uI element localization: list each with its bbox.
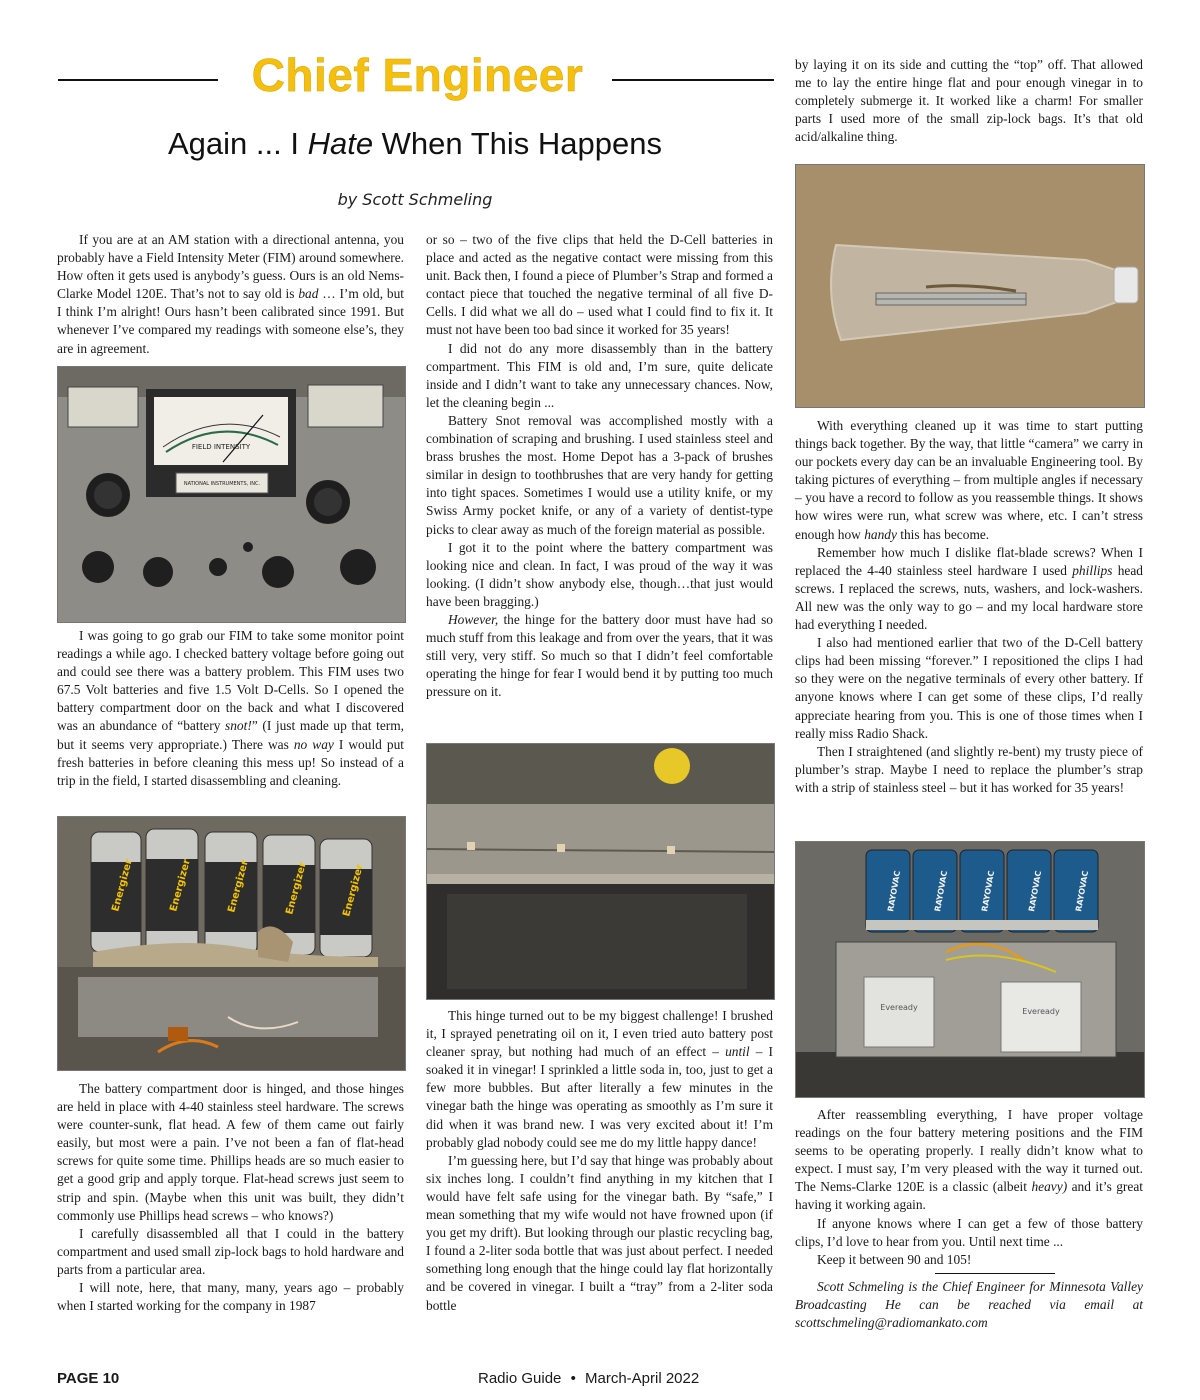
col2-paragraph-5: However, the hinge for the battery door must have had so much stuff from this leakage and from over the years, that it was still very, very stiff. So much so that I didn’t feel comfortable operating the hinge for fear I would bend it by putting too much pressure on it.	[426, 611, 773, 700]
rayovac-brand-5: RAYOVAC	[1074, 870, 1091, 913]
rayovac-brand-4: RAYOVAC	[1027, 870, 1044, 913]
col2-paragraph-4: I got it to the point where the battery compartment was looking nice and clean. In fact, I was proud of the way it was looking. (I didn’t show anybody else, though…that just would have been bragging.)	[426, 539, 773, 609]
column-1-bottom	[57, 1080, 404, 1315]
rayovac-brand-3: RAYOVAC	[980, 870, 997, 913]
author-bio	[795, 1278, 1143, 1332]
column-banner: Chief Engineer	[251, 49, 584, 101]
dcell-brand-4: Energizer	[284, 860, 309, 916]
col2-paragraph-3: Battery Snot removal was accomplished mostly with a combination of scraping and brushing. I used stainless steel and brass brushes the most. Home Depot has a 3-pack of brushes similar in design to toothbrushes that are very handy for getting into tight spaces. Sometimes I would use a utility knife, or my Swiss Army pocket knife, or any of a variety of dentist-type picks to clear away as much of the foreign material as possible.	[426, 412, 773, 537]
eveready-label-2: Eveready	[1022, 1007, 1060, 1016]
headline-pre: Again ... I	[168, 126, 308, 161]
byline: by Scott Schmeling	[337, 190, 493, 209]
col3-paragraph-1: by laying it on its side and cutting the “top” off. That allowed me to lay the entire hinge flat and pour enough vinegar in to completely submerge it. It worked like a charm! For smaller parts I used more of the small zip-lock bags. It’s that old acid/alkaline thing.	[795, 57, 1143, 145]
column-3-top	[795, 56, 1143, 146]
dcell-brand-1: Energizer	[110, 857, 135, 913]
col2-paragraph-1: or so – two of the five clips that held the D-Cell batteries in place and acted as the negative contact were missing from this unit. Back then, I found a piece of Plumber’s Strap and formed a contact piece that touched the negative terminal of all five D-Cells. I did what we all do – used what I could find to fix it. It must not have been too bad since it worked for 35 years!	[426, 232, 773, 338]
column-2-bottom	[426, 1007, 773, 1315]
headline-post: When This Happens	[373, 126, 662, 161]
col3-paragraph-3: Remember how much I dislike flat-blade screws? When I replaced the 4-40 stainless steel hardware I used phillips head screws. I replaced the screws, nuts, washers, and lock-washers. All new was the only way to go – and my local hardware store had everything I needed.	[795, 544, 1143, 633]
eveready-label-1: Eveready	[880, 1003, 918, 1012]
photo-reassembled-compartment	[795, 841, 1145, 1098]
col2-paragraph-7: I’m guessing here, but I’d say that hinge was probably about six inches long. I couldn’t find anything in my kitchen that I would have felt safe using for the vinegar bath. By “safe,” I mean something that my wife would not have frowned upon (if you get my drift). But looking through our plastic recycling bag, I found a 2-liter soda bottle that was just about perfect. I needed something long enough that the hinge could lay flat horizontally and be covered in vinegar. I built a “tray” from a 2-liter soda bottle	[426, 1152, 773, 1313]
photo-battery-door-hinge	[426, 743, 775, 1000]
meter-gauge-label: FIELD INTENSITY	[191, 443, 251, 451]
column-1-middle	[57, 627, 404, 790]
footer-separator: •	[570, 1370, 576, 1387]
dcell-brand-2: Energizer	[168, 857, 193, 913]
col1-paragraph-3: The battery compartment door is hinged, and those hinges are held in place with 4-40 stainless steel hardware. The screws were counter-sunk, flat head. A few of them came out fairly easily, but most were a pain. I’ve not been a fan of flat-head screws for quite some time. Phillips heads are so much easier to get a good grip and apply torque. Flat-head screws just seem to strip and spin. (Maybe when this unit was built, they didn’t commonly use Phillips head screws – who knows?)	[57, 1081, 404, 1223]
col2-paragraph-6: This hinge turned out to be my biggest challenge! I brushed it, I sprayed penetrating oil on it, I even tried auto battery post cleaner spray, but nothing had much of an effect – until – I soaked it in vinegar! I sprinkled a little soda in, too, just to get a few more bubbles. But after literally a few minutes in the vinegar bath the hinge was operating as smoothly as I’m sure it did when it was brand new. I was very excited about it! I’m probably glad nobody could see me do my little happy dance!	[426, 1008, 773, 1150]
column-1-top	[57, 231, 404, 358]
issue-date: March-April 2022	[585, 1370, 700, 1387]
col3-paragraph-2: With everything cleaned up it was time to start putting things back together. By the way, that little “camera” we carry in our pockets every day can be an invaluable Engineering tool. By taking pictures of everything – from multiple angles if necessary – you have a record to follow as you reassemble things. It shows how wires were run, what screw was where, etc. I can’t stress enough how handy this has become.	[795, 418, 1143, 542]
signoff-rule	[935, 1273, 1055, 1274]
article-headline	[60, 126, 770, 162]
column-3-bottom	[795, 1106, 1143, 1269]
dcell-brand-5: Energizer	[341, 862, 366, 918]
col3-paragraph-6: After reassembling everything, I have proper voltage readings on the four battery metering positions and the FIM seems to be operating properly. I really didn’t know what to expect. I must say, I’m very pleased with the way it turned out. The Nems-Clarke 120E is a classic (albeit heavy) and it’s great having it working again.	[795, 1107, 1143, 1213]
publication-name: Radio Guide	[478, 1370, 562, 1387]
header-rule-left	[58, 79, 218, 81]
footer-publication	[478, 1370, 699, 1387]
dcell-brand-3: Energizer	[226, 858, 251, 914]
col3-paragraph-7: If anyone knows where I can get a few of those battery clips, I’d love to hear from you. Until next time ...	[795, 1215, 1143, 1249]
rayovac-brand-2: RAYOVAC	[933, 870, 950, 913]
meter-plate-label: NATIONAL INSTRUMENTS, INC.	[183, 481, 261, 487]
photo-corroded-dcells	[57, 816, 406, 1071]
column-2-top	[426, 231, 773, 701]
col3-paragraph-4: I also had mentioned earlier that two of the D-Cell battery clips had been missing “forever.” I repositioned the clips I had so they were on the negative terminals of every other battery. If anyone knows where I can get some of these clips, I’d really appreciate hearing from you. This is one of those times when I really miss Radio Shack.	[795, 635, 1143, 741]
col2-paragraph-2: I did not do any more disassembly than in the battery compartment. This FIM is old and, I’m sure, quite delicate inside and I didn’t want to take any unnecessary chances. Now, let the cleaning begin ...	[426, 340, 773, 410]
header-rule-right	[612, 79, 774, 81]
rayovac-brand-1: RAYOVAC	[886, 870, 903, 913]
page-number: PAGE 10	[57, 1370, 120, 1387]
author-bio-text: Scott Schmeling is the Chief Engineer for Minnesota Valley Broadcasting He can be reached via email at scottschmeling@radiomankato.com	[795, 1279, 1143, 1331]
col3-paragraph-8: Keep it between 90 and 105!	[817, 1251, 972, 1267]
column-3-middle	[795, 417, 1143, 797]
col1-paragraph-4: I carefully disassembled all that I could in the battery compartment and used small zip-lock bags to hold hardware and parts from a particular area.	[57, 1225, 404, 1277]
col3-paragraph-5: Then I straightened (and slightly re-bent) my trusty piece of plumber’s strap. Maybe I need to replace the plumber’s strap with a strip of stainless steel – but it has worked for 35 years!	[795, 743, 1143, 795]
headline-emphasis: Hate	[307, 126, 374, 161]
photo-field-intensity-meter	[57, 366, 406, 623]
col1-paragraph-1: If you are at an AM station with a directional antenna, you probably have a Field Intensity Meter (FIM) around somewhere. How often it gets used is anybody’s guess. Ours is an old Nems-Clarke Model 120E. That’s not to say old is bad … I’m old, but I think I’m alright! Ours hasn’t been calibrated since 1991. But whenever I’ve compared my readings with someone else’s, they are in agreement.	[57, 232, 405, 356]
col1-paragraph-5: I will note, here, that many, many, years ago – probably when I started working for the company in 1987	[57, 1280, 404, 1314]
col1-paragraph-2: I was going to go grab our FIM to take some monitor point readings a while ago. I checked battery voltage before going out and could see there was a battery problem. This FIM uses two 67.5 Volt batteries and five 1.5 Volt D-Cells. So I opened the battery compartment door on the back and what I discovered was an abundance of “battery snot!” (I just made up that term, but it seems very appropriate.) There was no way I would put fresh batteries in before cleaning this mess up! So instead of a trip in the field, I started disassembling and cleaning.	[57, 628, 404, 788]
photo-soda-bottle-vinegar-bath	[795, 164, 1145, 408]
